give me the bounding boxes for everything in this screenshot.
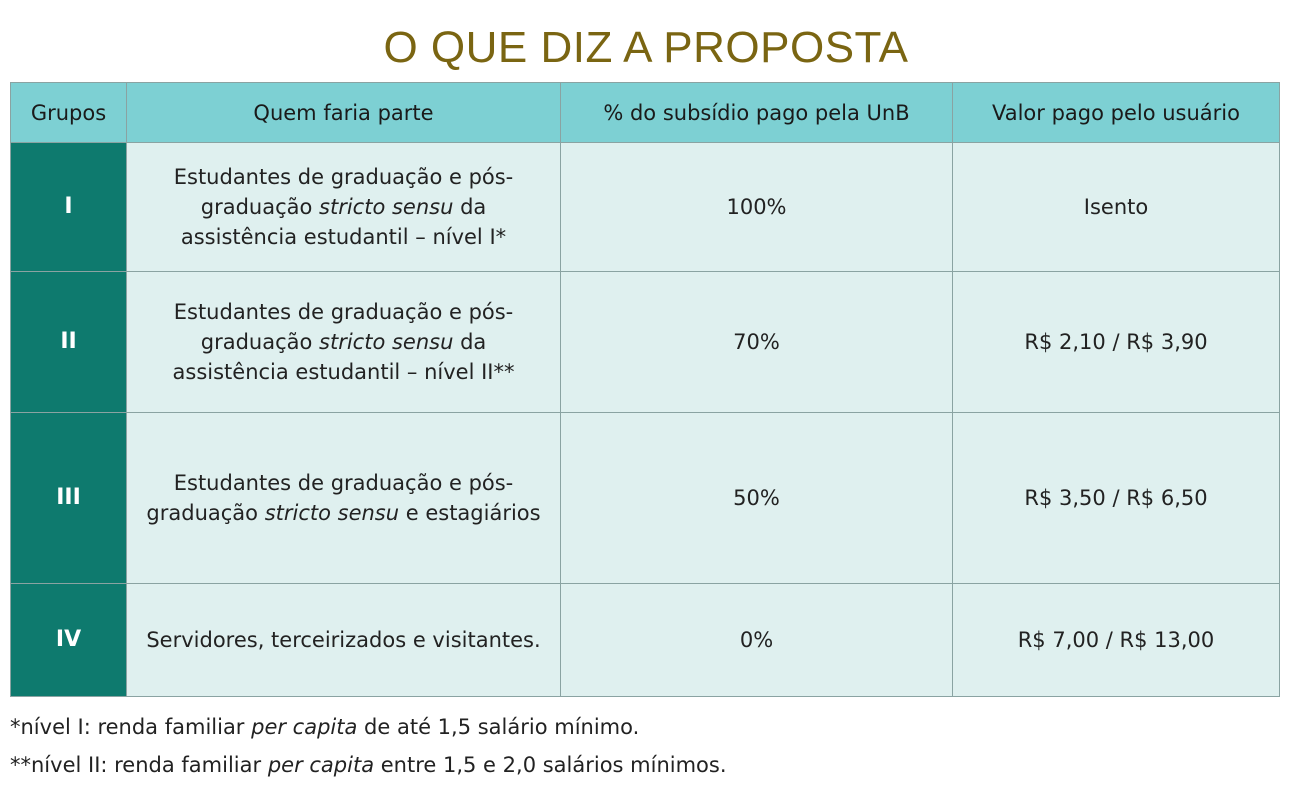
subsidy-cell: 0% <box>561 584 953 697</box>
who-text: Estudantes de graduação e pós-graduação <box>173 165 514 219</box>
group-cell: I <box>11 143 127 272</box>
who-text: da assistência estudantil – nível I* <box>180 195 507 249</box>
subsidy-cell: 50% <box>561 413 953 584</box>
who-cell <box>127 584 561 697</box>
who-cell <box>127 143 561 272</box>
header-subsidy: % do subsídio pago pela UnB <box>561 83 953 143</box>
footnote-level-1 <box>10 708 727 746</box>
who-text: Estudantes de graduação e pós-graduação <box>173 300 514 354</box>
table-row <box>11 584 1280 697</box>
footnote-text: de até 1,5 salário mínimo. <box>357 715 640 739</box>
price-cell: R$ 3,50 / R$ 6,50 <box>953 413 1280 584</box>
footnote-text: *nível I: renda familiar <box>10 715 252 739</box>
footnote-italic: per capita <box>267 753 375 777</box>
who-cell <box>127 413 561 584</box>
who-text: Servidores, terceirizados e visitantes. <box>146 628 541 652</box>
table-row <box>11 272 1280 413</box>
header-groups: Grupos <box>11 83 127 143</box>
proposal-table <box>10 82 1280 697</box>
group-cell: IV <box>11 584 127 697</box>
footnotes <box>10 708 727 784</box>
subsidy-cell: 100% <box>561 143 953 272</box>
price-cell: Isento <box>953 143 1280 272</box>
price-cell: R$ 2,10 / R$ 3,90 <box>953 272 1280 413</box>
who-italic: stricto sensu <box>264 501 400 525</box>
who-italic: stricto sensu <box>319 330 454 354</box>
header-price: Valor pago pelo usuário <box>953 83 1280 143</box>
who-cell <box>127 272 561 413</box>
price-cell: R$ 7,00 / R$ 13,00 <box>953 584 1280 697</box>
table-row <box>11 143 1280 272</box>
footnote-text: entre 1,5 e 2,0 salários mínimos. <box>374 753 727 777</box>
who-italic: stricto sensu <box>319 195 454 219</box>
header-who: Quem faria parte <box>127 83 561 143</box>
table-header-row <box>11 83 1280 143</box>
table-row <box>11 413 1280 584</box>
group-cell: III <box>11 413 127 584</box>
footnote-text: **nível II: renda familiar <box>10 753 268 777</box>
who-text: da assistência estudantil – nível II** <box>172 330 515 384</box>
group-cell: II <box>11 272 127 413</box>
subsidy-cell: 70% <box>561 272 953 413</box>
who-text: Estudantes de graduação e pós-graduação <box>146 471 514 525</box>
footnote-level-2 <box>10 746 727 784</box>
footnote-italic: per capita <box>251 715 358 739</box>
page-title: O QUE DIZ A PROPOSTA <box>383 23 909 72</box>
who-text: e estagiários <box>399 501 541 525</box>
